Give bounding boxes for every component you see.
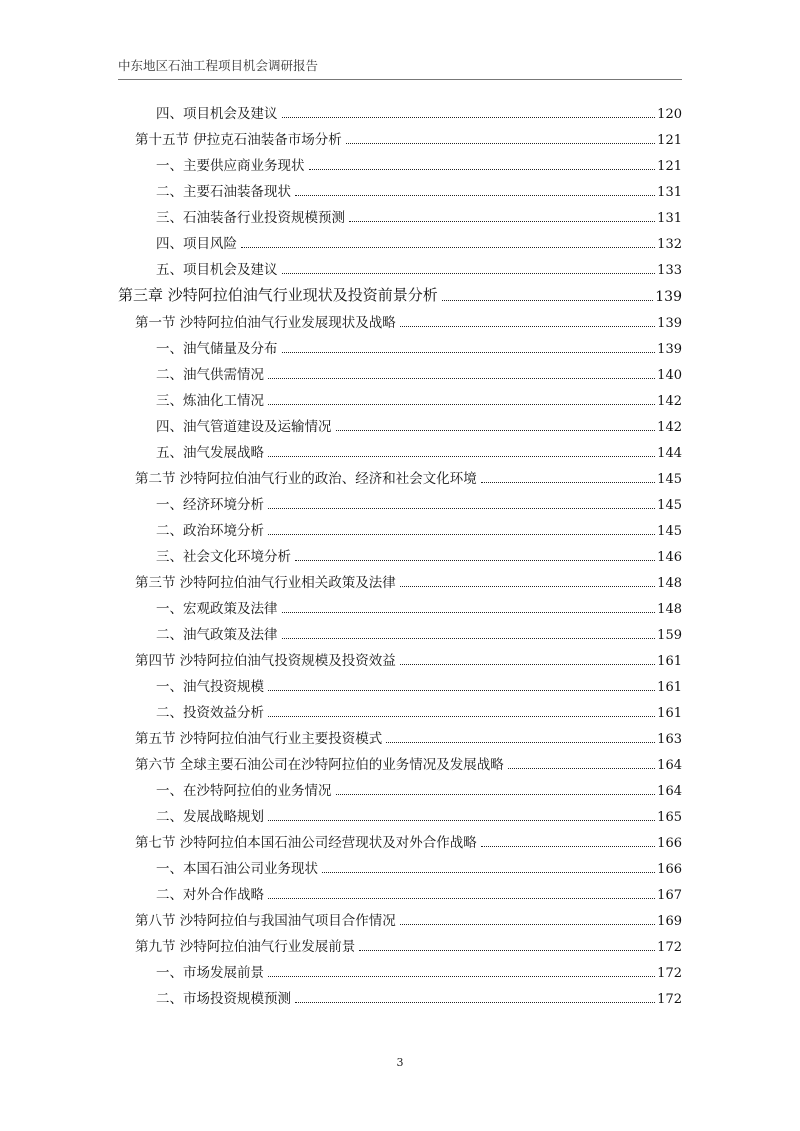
- toc-entry-page-number: 166: [657, 836, 682, 851]
- running-header: 中东地区石油工程项目机会调研报告: [118, 58, 319, 73]
- toc-entry[interactable]: [118, 200, 682, 226]
- toc-entry-page-number: 142: [657, 420, 682, 435]
- toc-entry-title: 一、宏观政策及法律: [156, 597, 280, 617]
- toc-entry[interactable]: [118, 409, 682, 435]
- toc-entry-page-number: 161: [657, 680, 682, 695]
- toc-entry-page-number: 131: [657, 185, 682, 200]
- toc-entry-title: 二、市场投资规模预测: [156, 987, 293, 1007]
- toc-entry[interactable]: [118, 174, 682, 200]
- toc-entry[interactable]: [118, 565, 682, 591]
- toc-entry-page-number: 163: [657, 732, 682, 747]
- toc-dot-leader: [282, 612, 656, 613]
- toc-dot-leader: [400, 586, 655, 587]
- toc-dot-leader: [268, 898, 655, 899]
- toc-entry-page-number: 165: [657, 810, 682, 825]
- toc-dot-leader: [282, 273, 656, 274]
- toc-entry[interactable]: [118, 331, 682, 357]
- toc-entry-title: 第二节 沙特阿拉伯油气行业的政治、经济和社会文化环境: [135, 467, 479, 487]
- toc-entry-page-number: 172: [657, 940, 682, 955]
- toc-entry[interactable]: [118, 799, 682, 825]
- toc-entry-page-number: 140: [657, 368, 682, 383]
- toc-entry-title: 第九节 沙特阿拉伯油气行业发展前景: [135, 935, 357, 955]
- toc-entry[interactable]: [118, 981, 682, 1007]
- toc-entry-page-number: 166: [657, 862, 682, 877]
- toc-entry-title: 一、油气储量及分布: [156, 337, 280, 357]
- toc-entry-page-number: 120: [657, 107, 682, 122]
- toc-entry[interactable]: [118, 591, 682, 617]
- toc-dot-leader: [268, 716, 655, 717]
- page-number: 3: [396, 1056, 404, 1069]
- toc-dot-leader: [268, 820, 655, 821]
- toc-entry-title: 一、在沙特阿拉伯的业务情况: [156, 779, 334, 799]
- toc-dot-leader: [268, 404, 655, 405]
- toc-entry-page-number: 121: [657, 159, 682, 174]
- toc-dot-leader: [508, 768, 655, 769]
- toc-entry-page-number: 148: [657, 576, 682, 591]
- toc-entry-title: 一、市场发展前景: [156, 961, 266, 981]
- toc-entry[interactable]: [118, 539, 682, 565]
- toc-entry[interactable]: [118, 877, 682, 903]
- toc-entry-page-number: 159: [657, 628, 682, 643]
- toc-entry[interactable]: [118, 305, 682, 331]
- toc-entry-title: 三、社会文化环境分析: [156, 545, 293, 565]
- toc-entry-title: 第三节 沙特阿拉伯油气行业相关政策及法律: [135, 571, 398, 591]
- toc-dot-leader: [400, 326, 655, 327]
- toc-dot-leader: [322, 872, 655, 873]
- toc-entry[interactable]: [118, 435, 682, 461]
- toc-entry-page-number: 121: [657, 133, 682, 148]
- toc-entry-page-number: 131: [657, 211, 682, 226]
- toc-entry-page-number: 167: [657, 888, 682, 903]
- toc-entry[interactable]: [118, 955, 682, 981]
- toc-entry-page-number: 172: [657, 966, 682, 981]
- toc-dot-leader: [386, 742, 655, 743]
- toc-entry[interactable]: [118, 773, 682, 799]
- toc-entry-title: 四、项目风险: [156, 232, 239, 252]
- toc-entry[interactable]: [118, 148, 682, 174]
- toc-dot-leader: [282, 352, 656, 353]
- toc-dot-leader: [336, 430, 656, 431]
- toc-entry[interactable]: [118, 226, 682, 252]
- toc-entry-title: 二、投资效益分析: [156, 701, 266, 721]
- toc-entry[interactable]: [118, 643, 682, 669]
- toc-entry-page-number: 145: [657, 498, 682, 513]
- toc-dot-leader: [295, 195, 655, 196]
- toc-entry-title: 第八节 沙特阿拉伯与我国油气项目合作情况: [135, 909, 398, 929]
- toc-entry-page-number: 172: [657, 992, 682, 1007]
- toc-dot-leader: [481, 846, 655, 847]
- toc-entry-title: 第四节 沙特阿拉伯油气投资规模及投资效益: [135, 649, 398, 669]
- toc-entry[interactable]: [118, 695, 682, 721]
- toc-entry-title: 第一节 沙特阿拉伯油气行业发展现状及战略: [135, 311, 398, 331]
- toc-dot-leader: [336, 794, 656, 795]
- toc-dot-leader: [268, 690, 655, 691]
- toc-entry-page-number: 161: [657, 654, 682, 669]
- toc-entry-page-number: 144: [657, 446, 682, 461]
- toc-dot-leader: [309, 169, 656, 170]
- toc-dot-leader: [268, 534, 655, 535]
- toc-entry-page-number: 164: [657, 758, 682, 773]
- toc-dot-leader: [442, 300, 653, 301]
- toc-entry[interactable]: [118, 461, 682, 487]
- toc-entry-page-number: 139: [657, 342, 682, 357]
- toc-entry-title: 三、石油装备行业投资规模预测: [156, 206, 347, 226]
- toc-entry[interactable]: [118, 617, 682, 643]
- toc-entry[interactable]: [118, 747, 682, 773]
- toc-entry-page-number: 145: [657, 524, 682, 539]
- toc-entry[interactable]: [118, 903, 682, 929]
- toc-entry-title: 四、项目机会及建议: [156, 102, 280, 122]
- toc-dot-leader: [268, 508, 655, 509]
- toc-entry-title: 第三章 沙特阿拉伯油气行业现状及投资前景分析: [118, 286, 438, 304]
- toc-dot-leader: [400, 924, 655, 925]
- table-of-contents: [118, 96, 682, 1007]
- toc-dot-leader: [282, 117, 656, 118]
- toc-dot-leader: [346, 143, 655, 144]
- toc-entry[interactable]: [118, 851, 682, 877]
- toc-dot-leader: [349, 221, 655, 222]
- toc-entry-page-number: 148: [657, 602, 682, 617]
- toc-entry-page-number: 139: [655, 289, 682, 305]
- toc-entry-title: 一、油气投资规模: [156, 675, 266, 695]
- toc-entry-title: 二、政治环境分析: [156, 519, 266, 539]
- toc-entry-title: 一、经济环境分析: [156, 493, 266, 513]
- toc-dot-leader: [295, 560, 655, 561]
- toc-entry[interactable]: [118, 669, 682, 695]
- toc-entry-page-number: 142: [657, 394, 682, 409]
- toc-entry[interactable]: [118, 487, 682, 513]
- toc-entry-page-number: 139: [657, 316, 682, 331]
- toc-entry-title: 三、炼油化工情况: [156, 389, 266, 409]
- toc-dot-leader: [481, 482, 655, 483]
- toc-entry[interactable]: [118, 278, 682, 305]
- toc-entry-page-number: 146: [657, 550, 682, 565]
- toc-entry-title: 第七节 沙特阿拉伯本国石油公司经营现状及对外合作战略: [135, 831, 479, 851]
- toc-dot-leader: [241, 247, 655, 248]
- toc-entry-title: 一、本国石油公司业务现状: [156, 857, 320, 877]
- toc-dot-leader: [282, 638, 656, 639]
- toc-entry-title: 二、油气政策及法律: [156, 623, 280, 643]
- toc-entry-title: 二、油气供需情况: [156, 363, 266, 383]
- toc-entry-page-number: 132: [657, 237, 682, 252]
- toc-entry-page-number: 133: [657, 263, 682, 278]
- toc-entry-title: 一、主要供应商业务现状: [156, 154, 307, 174]
- toc-entry-title: 五、项目机会及建议: [156, 258, 280, 278]
- toc-entry-title: 二、发展战略规划: [156, 805, 266, 825]
- toc-entry-page-number: 145: [657, 472, 682, 487]
- toc-dot-leader: [268, 456, 655, 457]
- toc-dot-leader: [268, 976, 655, 977]
- toc-entry[interactable]: [118, 357, 682, 383]
- toc-entry-title: 二、主要石油装备现状: [156, 180, 293, 200]
- header-rule: [118, 79, 682, 80]
- toc-entry-title: 第六节 全球主要石油公司在沙特阿拉伯的业务情况及发展战略: [135, 753, 506, 773]
- toc-dot-leader: [400, 664, 655, 665]
- toc-entry-title: 第十五节 伊拉克石油装备市场分析: [135, 128, 344, 148]
- toc-entry-page-number: 169: [657, 914, 682, 929]
- toc-entry[interactable]: [118, 122, 682, 148]
- toc-dot-leader: [359, 950, 655, 951]
- toc-entry-title: 四、油气管道建设及运输情况: [156, 415, 334, 435]
- toc-entry[interactable]: [118, 383, 682, 409]
- toc-entry-title: 第五节 沙特阿拉伯油气行业主要投资模式: [135, 727, 384, 747]
- toc-entry[interactable]: [118, 513, 682, 539]
- toc-entry-page-number: 161: [657, 706, 682, 721]
- toc-entry[interactable]: [118, 721, 682, 747]
- toc-entry-page-number: 164: [657, 784, 682, 799]
- toc-entry[interactable]: [118, 96, 682, 122]
- toc-dot-leader: [268, 378, 655, 379]
- toc-entry-title: 二、对外合作战略: [156, 883, 266, 903]
- toc-entry-title: 五、油气发展战略: [156, 441, 266, 461]
- toc-entry[interactable]: [118, 252, 682, 278]
- toc-entry[interactable]: [118, 929, 682, 955]
- toc-entry[interactable]: [118, 825, 682, 851]
- toc-dot-leader: [295, 1002, 655, 1003]
